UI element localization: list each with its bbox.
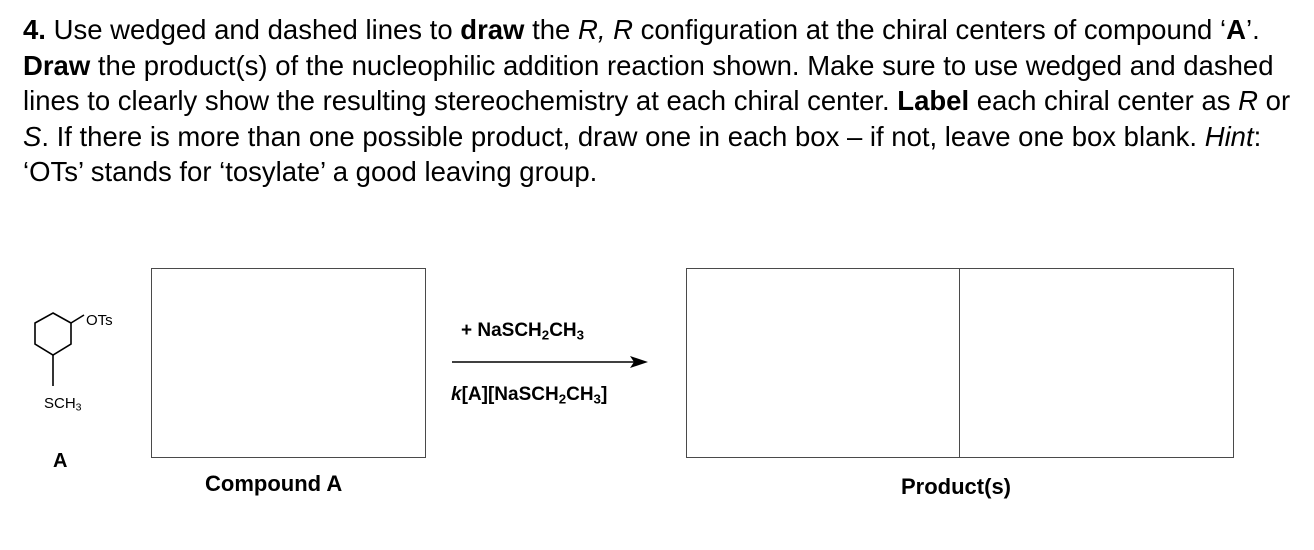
compound-a-box[interactable] — [151, 268, 426, 458]
question-segment: the product(s) of the nucleophilic addition reaction shown. Make sure to use wedged and dashed lines to clearly show the resulting stereochemistry at each chiral center. — [23, 49, 1274, 116]
rate-law-label: $k[A][NaSCH_2CH_3]$ — [451, 384, 608, 407]
reaction-arrow-group — [440, 320, 670, 407]
s-letter: S — [23, 120, 42, 152]
product-box-1[interactable] — [686, 268, 961, 458]
compound-a-structure — [20, 300, 140, 472]
question-segment: configuration at the chiral centers of compound ‘ — [632, 14, 1227, 45]
question-segment: or — [1258, 85, 1291, 116]
product-box-2[interactable] — [959, 268, 1234, 458]
question-text — [23, 12, 1293, 190]
emphasis-draw: Draw — [23, 49, 91, 81]
ots-substituent: OTs — [86, 312, 113, 329]
products-label: Product(s) — [901, 474, 1011, 499]
question-segment: ’. — [1245, 14, 1260, 45]
r-letter: R — [1238, 85, 1259, 116]
question-segment: each chiral center as — [969, 85, 1239, 116]
reagent-label: + $NaSCH_2CH_3$ — [461, 320, 585, 343]
hint-word: Hint — [1204, 120, 1254, 152]
compound-a-label: Compound A — [205, 471, 343, 496]
emphasis-label: Label — [897, 85, 970, 116]
question-segment: the — [524, 14, 578, 45]
compound-a-letter: A — [53, 450, 68, 472]
question-segment: : ‘OTs’ stands for ‘tosylate’ a good leaving group. — [23, 120, 1262, 187]
reaction-arrow — [452, 355, 652, 369]
emphasis-draw: draw — [460, 14, 525, 45]
sch3-substituent: $SCH_3$ — [44, 395, 82, 414]
question-segment: Use wedged and dashed lines to — [45, 14, 461, 45]
question-segment: . If there is more than one possible product, draw one in each box – if not, leave one box blank. — [41, 120, 1205, 152]
question-number: 4. — [23, 14, 46, 45]
configuration-text: R, R — [577, 14, 633, 45]
compound-letter: A — [1226, 14, 1246, 45]
